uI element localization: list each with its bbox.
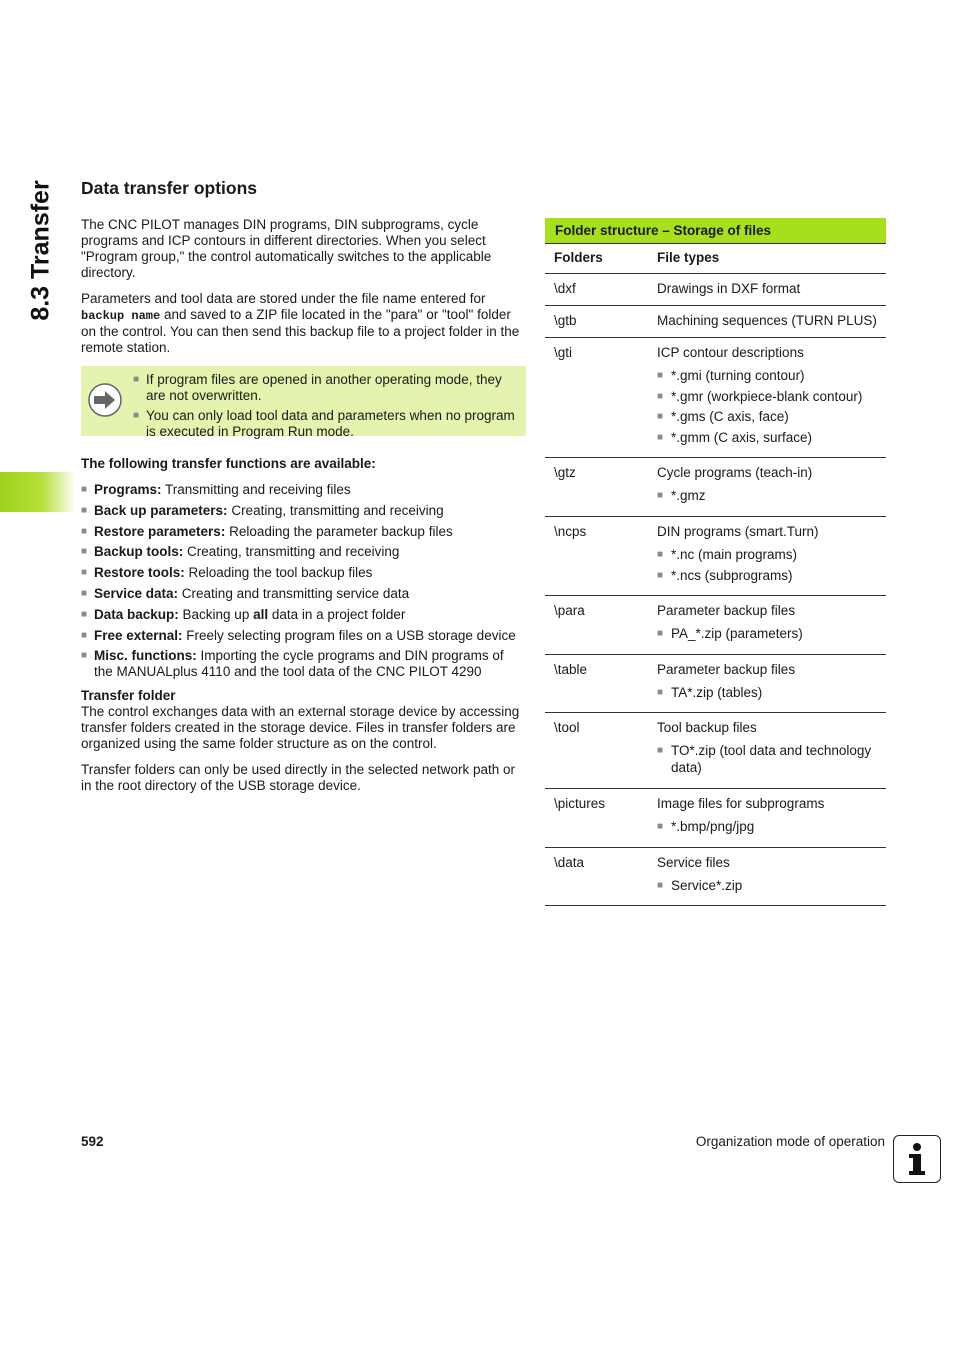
section-heading: Data transfer options — [81, 178, 257, 198]
folder-cell: \gtz — [554, 465, 576, 481]
list-item: ■ *.gms (C axis, face) — [657, 409, 789, 425]
file-pattern-list — [657, 487, 886, 504]
list-item: ■ *.gmi (turning contour) — [657, 368, 805, 383]
backup-name-code: backup name — [81, 309, 161, 323]
chapter-title-text: 8.3 Transfer — [26, 179, 55, 321]
backup-paragraph-post: and saved to a ZIP file located in the "para" or "tool" folder on the control. You can then send this backup file to a project folder in the remote station. — [81, 307, 520, 355]
file-pattern-list — [657, 684, 886, 701]
footer-section-title: Organization mode of operation — [695, 1134, 885, 1149]
folder-cell: \pictures — [554, 795, 606, 811]
table-row — [545, 655, 886, 714]
table-row — [545, 713, 886, 789]
file-pattern-list — [657, 877, 886, 894]
table-row — [545, 306, 886, 338]
file-type-cell — [657, 795, 886, 839]
backup-paragraph-pre: Parameters and tool data are stored under the file name entered for — [81, 291, 486, 306]
note-list — [133, 372, 516, 439]
list-item: ■ Service*.zip — [657, 877, 743, 893]
list-item: ■ TA*.zip (tables) — [657, 684, 763, 700]
note-item: ■ If program files are opened in another operating mode, they are not overwritten. — [133, 372, 502, 403]
list-item: ■ *.gmz — [657, 488, 706, 504]
chapter-tab-marker — [0, 472, 76, 512]
list-item: ■ Free external: Freely selecting program files on a USB storage device — [81, 627, 516, 643]
file-type-description: Service files — [657, 854, 730, 870]
file-pattern-list — [657, 818, 886, 835]
list-item: ■ PA_*.zip (parameters) — [657, 626, 803, 642]
transfer-folder-text: The control exchanges data with an external storage device by accessing transfer folders created in the storage device. Files in transfer folders are organized using the same folder structure as on the control. — [81, 704, 520, 752]
file-type-description: Tool backup files — [657, 720, 757, 736]
file-type-cell — [657, 280, 886, 297]
file-pattern-list — [657, 546, 886, 584]
file-type-cell — [657, 523, 886, 587]
transfer-folder-text-2: Transfer folders can only be used directly in the selected network path or in the root directory of the USB storage device. — [81, 762, 515, 794]
file-type-description: Image files for subprograms — [657, 795, 825, 811]
list-item: ■ *.ncs (subprograms) — [657, 567, 793, 583]
file-type-cell — [657, 344, 886, 449]
folder-structure-table — [545, 218, 886, 906]
table-row — [545, 789, 886, 848]
folder-cell: \para — [554, 603, 585, 619]
file-type-cell — [657, 602, 886, 646]
folder-cell: \table — [554, 661, 588, 677]
table-row — [545, 338, 886, 458]
note-box — [81, 366, 526, 439]
file-type-description: Parameter backup files — [657, 603, 796, 619]
file-type-description: ICP contour descriptions — [657, 345, 804, 360]
file-pattern-list — [657, 625, 886, 642]
list-item: ■ Data backup: Backing up all data in a project folder — [81, 606, 406, 622]
table-row — [545, 848, 886, 907]
functions-heading: The following transfer functions are available: — [81, 456, 376, 471]
folder-cell: \gti — [554, 345, 573, 360]
list-item: ■ Back up parameters: Creating, transmitting and receiving — [81, 502, 444, 518]
chapter-side-title — [18, 175, 64, 325]
file-type-cell — [657, 854, 886, 898]
list-item: ■ *.gmm (C axis, surface) — [657, 429, 813, 445]
table-header-row — [545, 244, 886, 274]
folder-cell: \dxf — [554, 281, 576, 296]
file-type-description: Cycle programs (teach-in) — [657, 465, 813, 481]
list-item: ■ Restore parameters: Reloading the parameter backup files — [81, 523, 453, 539]
list-item: ■ TO*.zip (tool data and technology data) — [657, 743, 872, 776]
file-pattern-list — [657, 367, 886, 446]
transfer-folder-title: Transfer folder — [81, 688, 176, 704]
list-item: ■ Backup tools: Creating, transmitting and receiving — [81, 544, 400, 560]
left-column — [81, 177, 526, 804]
file-type-description: Drawings in DXF format — [657, 281, 801, 296]
file-type-description: DIN programs (smart.Turn) — [657, 523, 819, 539]
list-item: ■ Service data: Creating and transmitting service data — [81, 585, 410, 601]
table-row — [545, 458, 886, 517]
page-number: 592 — [81, 1134, 104, 1149]
functions-list — [81, 482, 526, 680]
table-row — [545, 274, 886, 306]
folder-cell: \ncps — [554, 523, 587, 539]
table-row — [545, 517, 886, 596]
table-row — [545, 596, 886, 655]
file-type-cell — [657, 719, 886, 780]
table-body — [545, 274, 886, 906]
list-item: ■ *.nc (main programs) — [657, 546, 798, 562]
list-item: ■ Misc. functions: Importing the cycle programs and DIN programs of the MANUALplus 4110 and the tool data of the CNC PILOT 4290 — [81, 648, 504, 680]
file-type-description: Machining sequences (TURN PLUS) — [657, 313, 877, 328]
col-header-folders: Folders — [554, 250, 603, 265]
list-item: ■ Restore tools: Reloading the tool backup files — [81, 565, 373, 581]
file-type-cell — [657, 312, 886, 329]
list-item: ■ *.bmp/png/jpg — [657, 818, 755, 834]
file-type-cell — [657, 661, 886, 705]
info-icon — [893, 1135, 941, 1183]
folder-cell: \gtb — [554, 313, 577, 328]
file-pattern-list — [657, 742, 886, 776]
table-title: Folder structure – Storage of files — [545, 218, 886, 244]
note-item: ■ You can only load tool data and parameters when no program is executed in Program Run mode. — [133, 408, 515, 439]
list-item: ■ *.gmr (workpiece-blank contour) — [657, 388, 863, 404]
backup-paragraph — [81, 291, 526, 356]
folder-cell: \data — [554, 854, 585, 870]
folder-cell: \tool — [554, 720, 580, 736]
list-item: ■ Programs: Transmitting and receiving files — [81, 482, 351, 497]
col-header-file-types: File types — [657, 250, 720, 265]
arrow-right-icon — [87, 372, 133, 429]
file-type-cell — [657, 464, 886, 508]
file-type-description: Parameter backup files — [657, 661, 796, 677]
intro-paragraph: The CNC PILOT manages DIN programs, DIN subprograms, cycle programs and ICP contours in different directories. When you select "Program group," the control automatically switches to the applicable directory. — [81, 217, 492, 280]
